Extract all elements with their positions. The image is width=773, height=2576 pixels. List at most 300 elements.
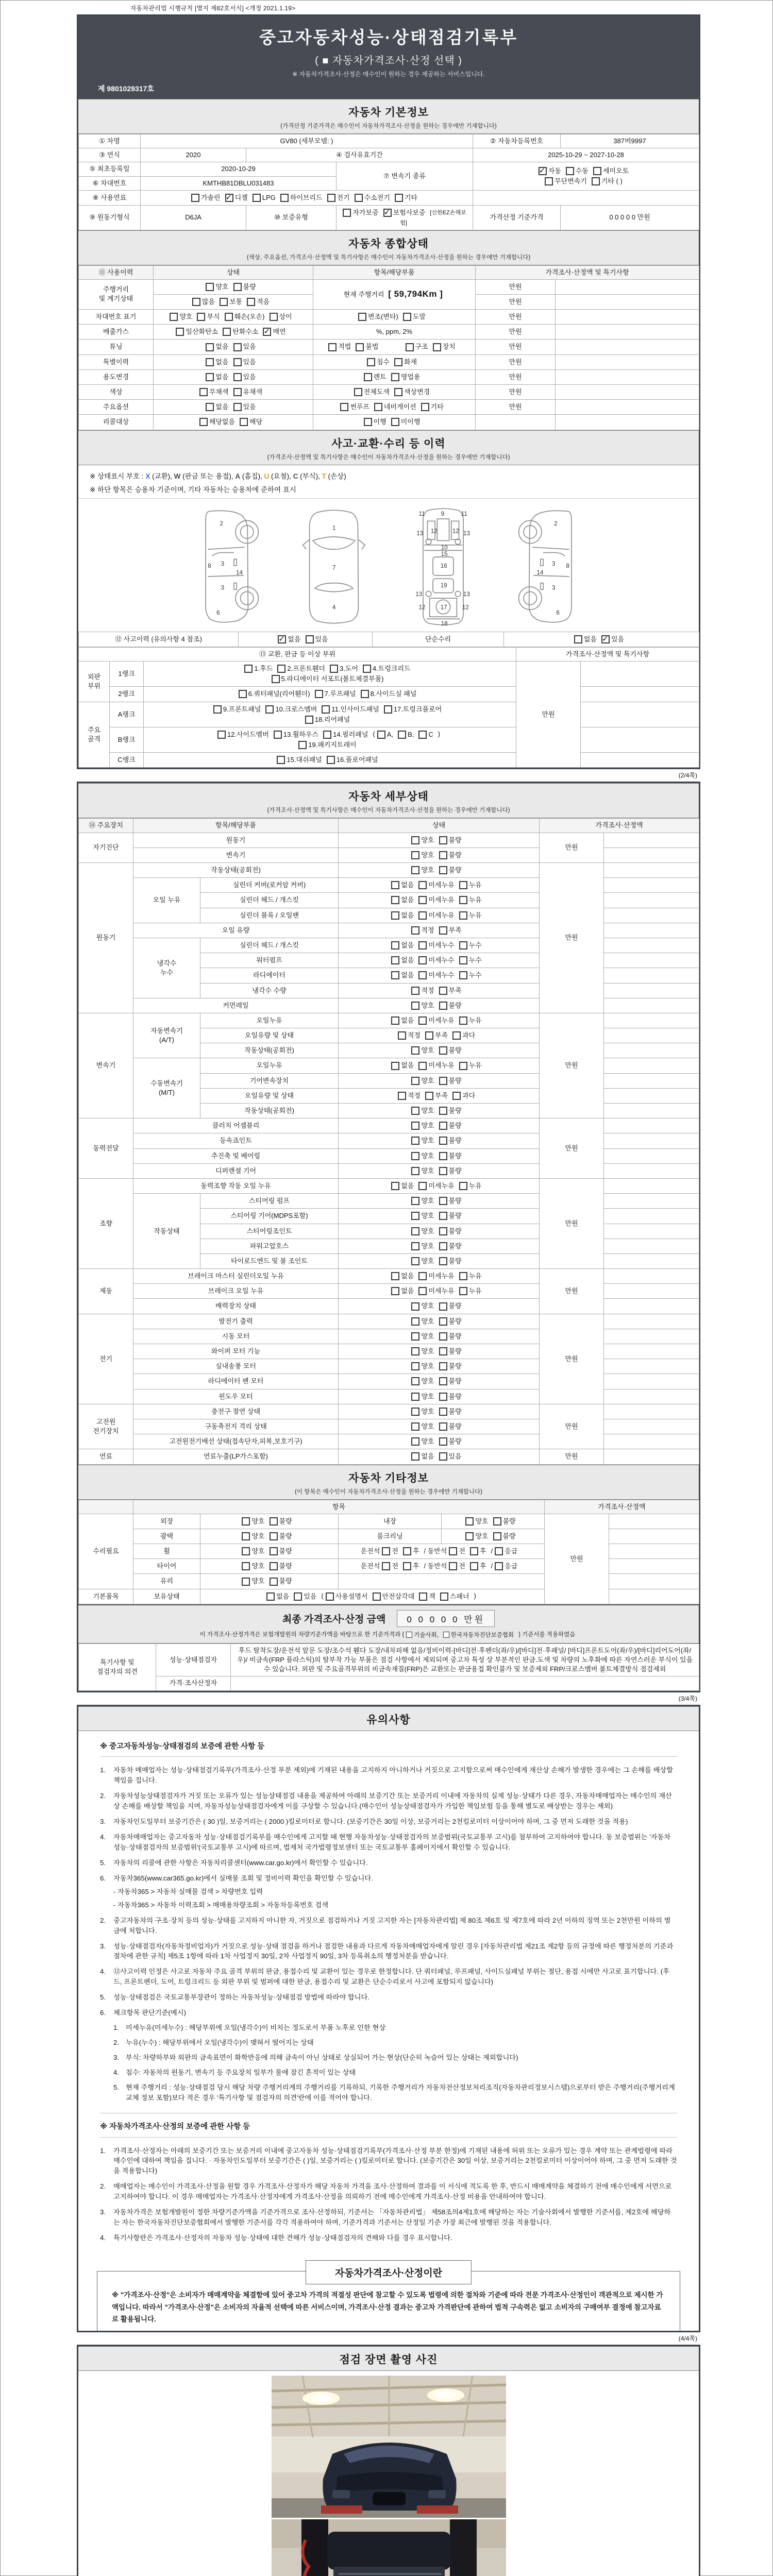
checkbox-과다[interactable]	[452, 1091, 475, 1100]
checkbox-box[interactable]	[411, 1227, 419, 1235]
checkbox-box[interactable]	[418, 1272, 427, 1280]
checkbox-box[interactable]	[452, 1092, 461, 1100]
checkbox-box[interactable]	[323, 731, 331, 739]
checkbox-box[interactable]	[391, 1272, 399, 1280]
checkbox-무채색[interactable]	[199, 387, 229, 397]
checkbox-일산화탄소[interactable]	[176, 327, 218, 336]
checkbox-양호[interactable]	[242, 1562, 264, 1571]
checkbox-있음[interactable]	[233, 358, 256, 367]
checkbox-box[interactable]	[418, 941, 427, 950]
checkbox-적음[interactable]	[247, 297, 270, 307]
checkbox-없음[interactable]	[574, 635, 597, 644]
checkbox-box[interactable]	[270, 1562, 278, 1570]
checkbox-box[interactable]	[361, 690, 369, 698]
checkbox-없음[interactable]	[391, 1286, 414, 1296]
checkbox-양호[interactable]	[411, 1076, 434, 1086]
checkbox-훼손(오손)[interactable]	[225, 312, 265, 321]
checkbox-box[interactable]	[253, 194, 261, 202]
checkbox-불량[interactable]	[270, 1532, 292, 1541]
checkbox-box[interactable]	[418, 731, 427, 739]
checkbox-한국자동차진단보증협회[interactable]	[443, 1631, 514, 1639]
checkbox-box[interactable]	[391, 1182, 399, 1190]
checkbox-불량[interactable]	[439, 1242, 462, 1251]
checkbox-box[interactable]	[439, 1122, 447, 1130]
checkbox-box[interactable]	[439, 1227, 447, 1235]
checkbox-box[interactable]	[411, 1302, 419, 1311]
checkbox-box[interactable]	[327, 194, 335, 202]
checkbox-box[interactable]	[411, 1347, 419, 1355]
checkbox-수동[interactable]	[566, 166, 589, 176]
checkbox-box[interactable]	[459, 911, 467, 920]
checkbox-누유[interactable]	[459, 1016, 482, 1025]
checkbox-불법[interactable]	[356, 342, 378, 351]
checkbox-후[interactable]	[470, 1562, 486, 1571]
checkbox-box[interactable]	[439, 1107, 447, 1115]
checkbox-box[interactable]	[439, 1317, 447, 1326]
checkbox-양호[interactable]	[411, 1196, 434, 1206]
checkbox-불량[interactable]	[439, 1317, 462, 1326]
checkbox-box[interactable]	[343, 209, 351, 217]
checkbox-9.프론트패널[interactable]	[213, 705, 261, 714]
checkbox-썬루프[interactable]	[340, 402, 369, 412]
checkbox-box[interactable]	[240, 418, 248, 426]
checkbox-box[interactable]	[459, 1287, 467, 1295]
checkbox-box[interactable]	[242, 1578, 250, 1586]
checkbox-box[interactable]	[403, 313, 411, 321]
checkbox-box[interactable]	[449, 1562, 457, 1570]
checkbox-누유[interactable]	[459, 1272, 482, 1281]
checkbox-box[interactable]	[418, 911, 427, 920]
checkbox-box[interactable]	[242, 1547, 250, 1555]
checkbox-box[interactable]	[459, 1272, 467, 1280]
checkbox-box[interactable]	[411, 1077, 419, 1085]
checkbox-후[interactable]	[470, 1547, 486, 1556]
checkbox-box[interactable]	[439, 1362, 447, 1370]
checkbox-없음[interactable]	[391, 941, 414, 950]
checkbox-C[interactable]	[418, 730, 433, 739]
checkbox-없음[interactable]	[391, 971, 414, 980]
checkbox-양호[interactable]	[411, 1046, 434, 1055]
checkbox-box[interactable]	[383, 209, 392, 217]
checkbox-box[interactable]	[403, 1547, 411, 1555]
checkbox-14.필러패널[interactable]	[323, 730, 368, 739]
checkbox-양호[interactable]	[411, 1121, 434, 1130]
checkbox-box[interactable]	[322, 705, 330, 714]
checkbox-box[interactable]	[199, 388, 208, 396]
checkbox-18.리어패널[interactable]	[305, 715, 350, 724]
checkbox-불량[interactable]	[439, 1301, 462, 1311]
checkbox-적법[interactable]	[328, 342, 351, 351]
checkbox-box[interactable]	[242, 1532, 250, 1540]
checkbox-box[interactable]	[411, 926, 419, 935]
checkbox-전[interactable]	[449, 1547, 465, 1556]
checkbox-box[interactable]	[233, 388, 242, 396]
checkbox-미세누유[interactable]	[418, 1272, 454, 1281]
checkbox-box[interactable]	[364, 373, 372, 381]
checkbox-box[interactable]	[384, 705, 392, 714]
checkbox-미세누수[interactable]	[418, 956, 454, 965]
checkbox-없음[interactable]	[391, 1272, 414, 1281]
checkbox-누유[interactable]	[459, 1181, 482, 1191]
checkbox-box[interactable]	[439, 1152, 447, 1160]
checkbox-누유[interactable]	[459, 1061, 482, 1070]
checkbox-box[interactable]	[391, 1016, 399, 1025]
checkbox-box[interactable]	[411, 1437, 419, 1446]
checkbox-box[interactable]	[398, 1031, 406, 1040]
checkbox-box[interactable]	[439, 1377, 447, 1385]
checkbox-box[interactable]	[495, 1562, 503, 1570]
checkbox-box[interactable]	[411, 1393, 419, 1401]
checkbox-있음[interactable]	[306, 635, 328, 644]
checkbox-양호[interactable]	[411, 1377, 434, 1386]
checkbox-box[interactable]	[327, 756, 335, 764]
checkbox-box[interactable]	[439, 1452, 447, 1461]
checkbox-불량[interactable]	[439, 1392, 462, 1401]
checkbox-세미오토[interactable]	[593, 166, 629, 176]
checkbox-누유[interactable]	[459, 880, 482, 890]
checkbox-양호[interactable]	[411, 851, 434, 860]
checkbox-미세누유[interactable]	[418, 911, 454, 920]
checkbox-box[interactable]	[440, 1592, 448, 1601]
checkbox-있음[interactable]	[601, 635, 624, 644]
checkbox-box[interactable]	[465, 1532, 474, 1540]
checkbox-box[interactable]	[439, 1393, 447, 1401]
checkbox-box[interactable]	[459, 956, 467, 964]
checkbox-있음[interactable]	[233, 342, 256, 351]
checkbox-양호[interactable]	[411, 1242, 434, 1251]
checkbox-box[interactable]	[206, 403, 214, 411]
checkbox-양호[interactable]	[411, 1227, 434, 1236]
checkbox-box[interactable]	[439, 1302, 447, 1311]
checkbox-양호[interactable]	[411, 1317, 434, 1326]
checkbox-box[interactable]	[406, 1632, 412, 1638]
checkbox-box[interactable]	[364, 418, 372, 426]
checkbox-box[interactable]	[277, 665, 285, 673]
checkbox-영업용[interactable]	[391, 372, 421, 382]
checkbox-구조[interactable]	[406, 342, 428, 351]
checkbox-부족[interactable]	[425, 1031, 448, 1040]
checkbox-양호[interactable]	[242, 1547, 264, 1556]
checkbox-box[interactable]	[439, 1257, 447, 1265]
checkbox-box[interactable]	[411, 1242, 419, 1250]
checkbox-양호[interactable]	[411, 1166, 434, 1176]
checkbox-box[interactable]	[294, 1592, 302, 1601]
checkbox-불량[interactable]	[439, 866, 462, 875]
checkbox-양호[interactable]	[411, 866, 434, 875]
checkbox-box[interactable]	[355, 194, 363, 202]
checkbox-box[interactable]	[421, 403, 429, 411]
checkbox-box[interactable]	[418, 956, 427, 964]
checkbox-box[interactable]	[206, 358, 214, 366]
checkbox-부식[interactable]	[197, 312, 220, 321]
checkbox-사용설명서[interactable]	[326, 1592, 368, 1601]
checkbox-LPG[interactable]	[253, 193, 276, 202]
checkbox-가솔린[interactable]	[191, 193, 221, 202]
checkbox-box[interactable]	[459, 1182, 467, 1190]
checkbox-box[interactable]	[439, 866, 447, 874]
checkbox-누유[interactable]	[459, 895, 482, 905]
checkbox-box[interactable]	[418, 1287, 427, 1295]
checkbox-15.대쉬패널[interactable]	[277, 755, 322, 765]
checkbox-box[interactable]	[403, 1562, 411, 1570]
checkbox-box[interactable]	[176, 328, 184, 336]
checkbox-누유[interactable]	[459, 1286, 482, 1296]
checkbox-box[interactable]	[411, 1152, 419, 1160]
checkbox-불량[interactable]	[493, 1532, 516, 1541]
checkbox-1.후드[interactable]	[244, 664, 273, 673]
checkbox-없음[interactable]	[206, 358, 228, 367]
checkbox-box[interactable]	[340, 403, 348, 411]
checkbox-양호[interactable]	[411, 1211, 434, 1221]
checkbox-box[interactable]	[411, 1408, 419, 1416]
checkbox-불량[interactable]	[233, 282, 256, 292]
checkbox-box[interactable]	[418, 896, 427, 904]
checkbox-미세누유[interactable]	[418, 880, 454, 890]
checkbox-box[interactable]	[270, 1532, 278, 1540]
checkbox-box[interactable]	[206, 343, 214, 351]
checkbox-box[interactable]	[217, 731, 226, 739]
checkbox-box[interactable]	[411, 1317, 419, 1326]
checkbox-box[interactable]	[328, 343, 337, 351]
checkbox-box[interactable]	[391, 956, 399, 964]
checkbox-box[interactable]	[459, 881, 467, 889]
checkbox-있음[interactable]	[233, 402, 256, 412]
checkbox-양호[interactable]	[411, 1106, 434, 1115]
checkbox-있음[interactable]	[439, 1452, 462, 1461]
checkbox-이행[interactable]	[364, 417, 386, 427]
checkbox-box[interactable]	[592, 177, 600, 185]
checkbox-box[interactable]	[242, 1517, 250, 1526]
checkbox-box[interactable]	[439, 1046, 447, 1055]
checkbox-box[interactable]	[411, 1212, 419, 1220]
checkbox-box[interactable]	[373, 1592, 381, 1601]
checkbox-box[interactable]	[418, 1016, 427, 1025]
checkbox-box[interactable]	[266, 1592, 275, 1601]
checkbox-양호[interactable]	[170, 312, 192, 321]
checkbox-box[interactable]	[439, 1347, 447, 1355]
checkbox-box[interactable]	[391, 373, 399, 381]
checkbox-box[interactable]	[315, 690, 323, 698]
checkbox-불량[interactable]	[439, 1407, 462, 1416]
checkbox-box[interactable]	[449, 1547, 457, 1555]
checkbox-기타 ( )[interactable]	[592, 177, 623, 186]
checkbox-불량[interactable]	[439, 851, 462, 860]
checkbox-box[interactable]	[394, 358, 402, 366]
checkbox-box[interactable]	[470, 1547, 478, 1555]
checkbox-box[interactable]	[398, 1092, 406, 1100]
checkbox-box[interactable]	[326, 1592, 334, 1601]
checkbox-불량[interactable]	[270, 1577, 292, 1586]
checkbox-box[interactable]	[459, 896, 467, 904]
checkbox-누수[interactable]	[459, 956, 482, 965]
checkbox-box[interactable]	[459, 1062, 467, 1070]
checkbox-자가보증[interactable]	[343, 208, 378, 217]
checkbox-box[interactable]	[418, 971, 427, 979]
checkbox-없음[interactable]	[391, 880, 414, 890]
checkbox-불량[interactable]	[270, 1547, 292, 1556]
checkbox-양호[interactable]	[242, 1577, 264, 1586]
checkbox-잭[interactable]	[419, 1592, 435, 1601]
checkbox-불량[interactable]	[439, 1377, 462, 1386]
checkbox-전체도색[interactable]	[354, 387, 390, 397]
checkbox-box[interactable]	[411, 1197, 419, 1205]
checkbox-불량[interactable]	[439, 1437, 462, 1446]
checkbox-양호[interactable]	[411, 1392, 434, 1401]
checkbox-탄화수소[interactable]	[223, 327, 258, 336]
checkbox-box[interactable]	[306, 635, 314, 643]
checkbox-후[interactable]	[403, 1547, 419, 1556]
checkbox-불량[interactable]	[439, 1001, 462, 1010]
checkbox-13.휠하우스[interactable]	[274, 730, 318, 739]
checkbox-box[interactable]	[220, 298, 228, 306]
checkbox-box[interactable]	[239, 690, 247, 698]
checkbox-box[interactable]	[439, 851, 447, 859]
checkbox-box[interactable]	[593, 167, 601, 175]
checkbox-box[interactable]	[411, 836, 419, 844]
checkbox-box[interactable]	[439, 1002, 447, 1010]
checkbox-box[interactable]	[539, 167, 547, 175]
checkbox-box[interactable]	[272, 675, 280, 683]
checkbox-수소전기[interactable]	[355, 193, 390, 202]
checkbox-box[interactable]	[270, 1578, 278, 1586]
checkbox-box[interactable]	[191, 194, 199, 202]
checkbox-하이브리드[interactable]	[280, 193, 323, 202]
checkbox-양호[interactable]	[411, 1437, 434, 1446]
checkbox-양호[interactable]	[411, 1332, 434, 1341]
checkbox-box[interactable]	[270, 1517, 278, 1526]
checkbox-box[interactable]	[439, 1242, 447, 1250]
checkbox-box[interactable]	[439, 1437, 447, 1446]
checkbox-box[interactable]	[391, 971, 399, 979]
checkbox-box[interactable]	[197, 313, 205, 321]
checkbox-box[interactable]	[270, 1547, 278, 1555]
checkbox-box[interactable]	[411, 1452, 419, 1461]
checkbox-box[interactable]	[419, 1592, 427, 1601]
checkbox-box[interactable]	[391, 881, 399, 889]
checkbox-box[interactable]	[411, 1122, 419, 1130]
checkbox-box[interactable]	[367, 358, 375, 366]
checkbox-많음[interactable]	[192, 297, 215, 307]
checkbox-box[interactable]	[270, 313, 278, 321]
checkbox-불량[interactable]	[439, 1166, 462, 1176]
checkbox-box[interactable]	[411, 1167, 419, 1175]
checkbox-양호[interactable]	[242, 1517, 264, 1526]
checkbox-불량[interactable]	[439, 1211, 462, 1221]
checkbox-장치[interactable]	[433, 342, 456, 351]
checkbox-양호[interactable]	[206, 282, 228, 292]
checkbox-불량[interactable]	[270, 1517, 292, 1526]
checkbox-양호[interactable]	[411, 1001, 434, 1010]
checkbox-양호[interactable]	[411, 836, 434, 845]
checkbox-box[interactable]	[411, 1377, 419, 1385]
checkbox-침수[interactable]	[367, 358, 390, 367]
checkbox-box[interactable]	[298, 741, 307, 749]
checkbox-box[interactable]	[233, 358, 242, 366]
checkbox-양호[interactable]	[411, 1407, 434, 1416]
checkbox-box[interactable]	[206, 283, 214, 291]
checkbox-box[interactable]	[425, 1092, 433, 1100]
checkbox-보험사보증[interactable]	[383, 208, 426, 217]
checkbox-box[interactable]	[452, 1031, 461, 1040]
checkbox-box[interactable]	[411, 851, 419, 859]
checkbox-응급[interactable]	[495, 1547, 517, 1556]
checkbox-box[interactable]	[439, 1332, 447, 1341]
checkbox-box[interactable]	[411, 1137, 419, 1145]
checkbox-box[interactable]	[398, 731, 406, 739]
checkbox-불량[interactable]	[439, 1332, 462, 1341]
checkbox-디젤[interactable]	[225, 193, 248, 202]
checkbox-렌트[interactable]	[364, 372, 386, 382]
checkbox-box[interactable]	[391, 418, 399, 426]
checkbox-box[interactable]	[545, 177, 553, 185]
checkbox-부족[interactable]	[439, 986, 462, 995]
checkbox-없음[interactable]	[206, 342, 228, 351]
checkbox-box[interactable]	[411, 987, 419, 995]
checkbox-box[interactable]	[493, 1517, 501, 1526]
checkbox-미세누유[interactable]	[418, 1181, 454, 1191]
checkbox-box[interactable]	[411, 866, 419, 874]
checkbox-보통[interactable]	[220, 297, 242, 307]
checkbox-box[interactable]	[382, 1547, 390, 1555]
checkbox-box[interactable]	[305, 716, 313, 724]
checkbox-3.도어[interactable]	[330, 664, 358, 673]
checkbox-16.플로어패널[interactable]	[327, 755, 378, 765]
checkbox-box[interactable]	[439, 987, 447, 995]
checkbox-없음[interactable]	[206, 372, 228, 382]
checkbox-없음[interactable]	[411, 1452, 434, 1461]
checkbox-스패너[interactable]	[440, 1592, 469, 1601]
checkbox-B,[interactable]	[398, 730, 414, 739]
checkbox-미세누유[interactable]	[418, 1016, 454, 1025]
checkbox-기타[interactable]	[421, 402, 444, 412]
checkbox-2.프론트휀더[interactable]	[277, 664, 325, 673]
checkbox-box[interactable]	[192, 298, 200, 306]
checkbox-자동[interactable]	[539, 166, 561, 176]
checkbox-box[interactable]	[439, 1077, 447, 1085]
checkbox-box[interactable]	[358, 313, 366, 321]
checkbox-box[interactable]	[394, 388, 402, 396]
checkbox-없음[interactable]	[278, 635, 300, 644]
checkbox-box[interactable]	[439, 1137, 447, 1145]
checkbox-불량[interactable]	[439, 1151, 462, 1161]
checkbox-기술사회,[interactable]	[406, 1631, 439, 1639]
checkbox-미세누유[interactable]	[418, 1286, 454, 1296]
checkbox-유채색[interactable]	[233, 387, 263, 397]
checkbox-변조(변타)[interactable]	[358, 312, 398, 321]
checkbox-box[interactable]	[265, 705, 274, 714]
checkbox-화재[interactable]	[394, 358, 417, 367]
checkbox-box[interactable]	[363, 665, 371, 673]
checkbox-8.사이드실 패널[interactable]	[361, 689, 417, 699]
checkbox-매연[interactable]	[263, 327, 285, 336]
checkbox-없음[interactable]	[206, 402, 228, 412]
checkbox-안전삼각대[interactable]	[373, 1592, 415, 1601]
checkbox-색상변경[interactable]	[394, 387, 430, 397]
checkbox-양호[interactable]	[411, 1151, 434, 1161]
checkbox-있음[interactable]	[233, 372, 256, 382]
checkbox-불량[interactable]	[439, 1196, 462, 1206]
checkbox-전기[interactable]	[327, 193, 350, 202]
checkbox-box[interactable]	[278, 635, 286, 643]
checkbox-box[interactable]	[418, 1062, 427, 1070]
checkbox-box[interactable]	[411, 1046, 419, 1055]
checkbox-box[interactable]	[470, 1562, 478, 1570]
checkbox-후[interactable]	[403, 1562, 419, 1571]
checkbox-box[interactable]	[356, 343, 364, 351]
checkbox-17.트렁크플로어[interactable]	[384, 705, 442, 714]
checkbox-적정[interactable]	[411, 986, 434, 995]
checkbox-box[interactable]	[206, 373, 214, 381]
